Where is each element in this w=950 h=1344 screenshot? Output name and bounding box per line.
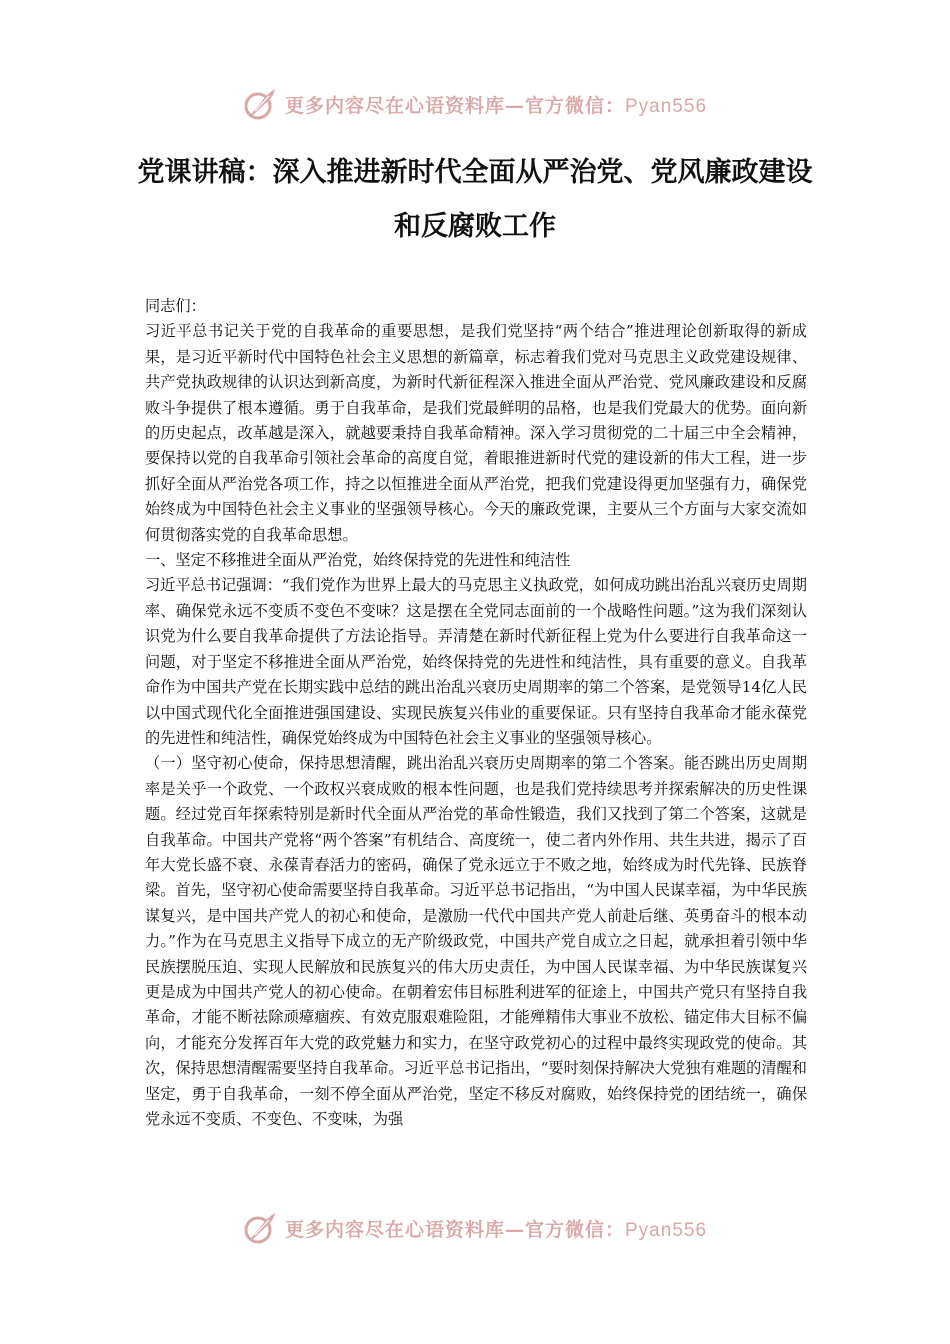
salutation: 同志们： — [145, 297, 206, 315]
document-body — [145, 294, 807, 1188]
body-paragraph: 习近平总书记强调：“我们党作为世界上最大的马克思主义执政党，如何成功跳出治乱兴衰历史周期率、确保党永远不变质不变色不变味？这是摆在全党同志面前的一个战略性问题。”这为我们深刻认识党为什么要自我革命提供了方法论指导。弄清楚在新时代新征程上党为什么要进行自我革命这一问题，对于坚定不移推进全面从严治党，始终保持党的先进性和纯洁性，具有重要的意义。自我革命作为中国共产党在长期实践中总结的跳出治乱兴衰历史周期率的第二个答案，是党领导14亿人民以中国式现代化全面推进强国建设、实现民族复兴伟业的重要保证。只有坚持自我革命才能永葆党的先进性和纯洁性，确保党始终成为中国特色社会主义事业的坚强领导核心。 — [145, 576, 807, 747]
quill-logo-icon — [243, 1211, 277, 1245]
watermark-text: 更多内容尽在心语资料库—官方微信：Pyan556 — [284, 1218, 708, 1241]
body-paragraph: 习近平总书记关于党的自我革命的重要思想，是我们党坚持“两个结合”推进理论创新取得的新成果，是习近平新时代中国特色社会主义思想的新篇章，标志着我们党对马克思主义政党建设规律、共产党执政规律的认识达到新高度，为新时代新征程深入推进全面从严治党、党风廉政建设和反腐败斗争提供了根本遵循。勇于自我革命，是我们党最鲜明的品格，也是我们党最大的优势。面向新的历史起点，改革越是深入，就越要秉持自我革命精神。深入学习贯彻党的二十届三中全会精神，要保持以党的自我革命引领社会革命的高度自觉，着眼推进新时代党的建设新的伟大工程，进一步抓好全面从严治党各项工作，持之以恒推进全面从严治党，把我们党建设得更加坚强有力，确保党始终成为中国特色社会主义事业的坚强领导核心。今天的廉政党课，主要从三个方面与大家交流如何贯彻落实党的自我革命思想。 — [145, 322, 807, 544]
watermark-text: 更多内容尽在心语资料库—官方微信：Pyan556 — [284, 94, 708, 117]
document-title: 党课讲稿：深入推进新时代全面从严治党、党风廉政建设和反腐败工作 — [137, 157, 813, 242]
header-watermark — [0, 84, 950, 124]
body-paragraph: （一）坚守初心使命，保持思想清醒，跳出治乱兴衰历史周期率的第二个答案。能否跳出历史周期率是关乎一个政党、一个政权兴衰成败的根本性问题，也是我们党持续思考并探索解决的历史性课题。经过党百年探索特别是新时代全面从严治党的革命性锻造，我们又找到了第二个答案，这就是自我革命。中国共产党将“两个答案”有机结合、高度统一，使二者内外作用、共生共进，揭示了百年大党长盛不衰、永葆青春活力的密码，确保了党永远立于不败之地，始终成为时代先锋、民族脊梁。首先，坚守初心使命需要坚持自我革命。习近平总书记指出，“为中国人民谋幸福，为中华民族谋复兴，是中国共产党人的初心和使命，是激励一代代中国共产党人前赴后继、英勇奋斗的根本动力。”作为在马克思主义指导下成立的无产阶级政党，中国共产党自成立之日起，就承担着引领中华民族摆脱压迫、实现人民解放和民族复兴的伟大历史责任，为中国人民谋幸福、为中华民族谋复兴更是成为中国共产党人的初心使命。在朝着宏伟目标胜利进军的征途上，中国共产党只有坚持自我革命，才能不断祛除顽瘴痼疾、有效克服艰难险阻，才能殚精伟大事业不放松、锚定伟大目标不偏向，才能充分发挥百年大党的政党魅力和实力，在坚守政党初心的过程中最终实现政党的使命。其次，保持思想清醒需要坚持自我革命。习近平总书记指出，“要时刻保持解决大党独有难题的清醒和坚定，勇于自我革命，一刻不停全面从严治党，坚定不移反对腐败，始终保持党的团结统一，确保党永远不变质、不变色、不变味，为强 — [145, 754, 807, 1128]
quill-logo-icon — [243, 87, 277, 121]
footer-watermark — [0, 1208, 950, 1248]
section-heading: 一、坚定不移推进全面从严治党，始终保持党的先进性和纯洁性 — [145, 551, 571, 570]
